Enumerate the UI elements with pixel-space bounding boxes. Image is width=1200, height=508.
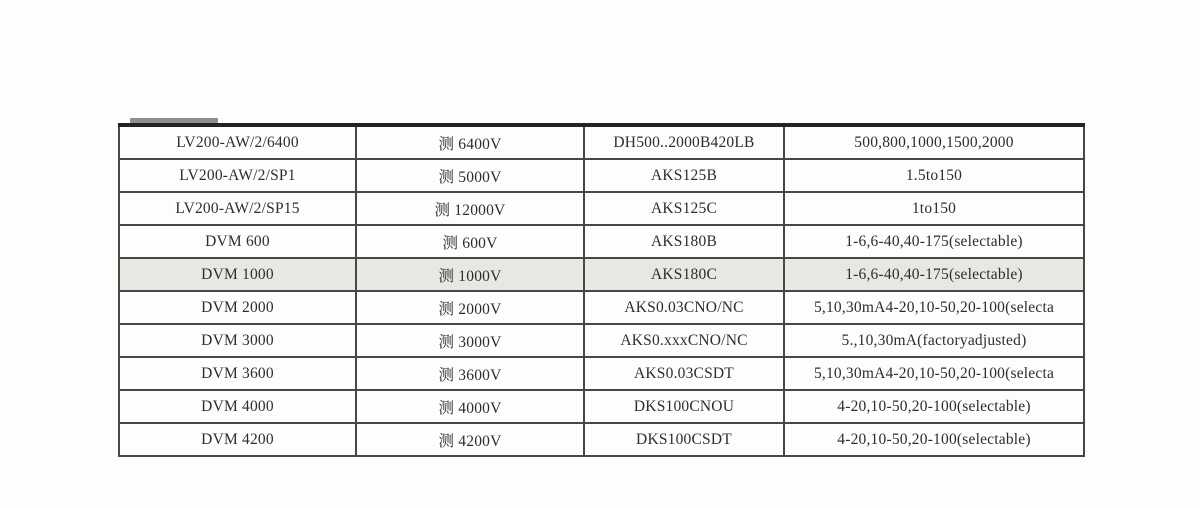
spec-table-container: [118, 123, 1085, 457]
table-row: [119, 125, 1084, 159]
model-cell: LV200-AW/2/SP15: [119, 192, 356, 225]
voltage-cell: 测 3600V: [356, 357, 584, 390]
table-row: [119, 324, 1084, 357]
range-cell: 1-6,6-40,40-175(selectable): [784, 258, 1084, 291]
part-cell: AKS180C: [584, 258, 784, 291]
part-cell: AKS0.03CNO/NC: [584, 291, 784, 324]
table-row: [119, 423, 1084, 456]
range-cell: 500,800,1000,1500,2000: [784, 125, 1084, 159]
part-cell: AKS0.03CSDT: [584, 357, 784, 390]
model-cell: DVM 4200: [119, 423, 356, 456]
part-cell: AKS125B: [584, 159, 784, 192]
table-row: [119, 159, 1084, 192]
range-cell: 5,10,30mA4-20,10-50,20-100(selecta: [784, 357, 1084, 390]
table-row: [119, 291, 1084, 324]
table-row: [119, 390, 1084, 423]
part-cell: AKS0.xxxCNO/NC: [584, 324, 784, 357]
voltage-cell: 测 5000V: [356, 159, 584, 192]
range-cell: 1-6,6-40,40-175(selectable): [784, 225, 1084, 258]
range-cell: 5.,10,30mA(factoryadjusted): [784, 324, 1084, 357]
table-row: [119, 192, 1084, 225]
voltage-cell: 测 600V: [356, 225, 584, 258]
voltage-cell: 测 1000V: [356, 258, 584, 291]
range-cell: 4-20,10-50,20-100(selectable): [784, 390, 1084, 423]
model-cell: DVM 4000: [119, 390, 356, 423]
voltage-cell: 测 4200V: [356, 423, 584, 456]
range-cell: 1to150: [784, 192, 1084, 225]
model-cell: DVM 3000: [119, 324, 356, 357]
part-cell: DKS100CSDT: [584, 423, 784, 456]
voltage-cell: 测 6400V: [356, 125, 584, 159]
range-cell: 5,10,30mA4-20,10-50,20-100(selecta: [784, 291, 1084, 324]
part-cell: AKS180B: [584, 225, 784, 258]
model-cell: LV200-AW/2/SP1: [119, 159, 356, 192]
voltage-cell: 测 2000V: [356, 291, 584, 324]
model-cell: DVM 1000: [119, 258, 356, 291]
model-cell: DVM 600: [119, 225, 356, 258]
table-row: [119, 357, 1084, 390]
table-row: [119, 225, 1084, 258]
table-row-highlighted: [119, 258, 1084, 291]
product-spec-table: [118, 123, 1085, 457]
model-cell: DVM 3600: [119, 357, 356, 390]
voltage-cell: 测 3000V: [356, 324, 584, 357]
model-cell: DVM 2000: [119, 291, 356, 324]
part-cell: DH500..2000B420LB: [584, 125, 784, 159]
part-cell: AKS125C: [584, 192, 784, 225]
model-cell: LV200-AW/2/6400: [119, 125, 356, 159]
range-cell: 4-20,10-50,20-100(selectable): [784, 423, 1084, 456]
voltage-cell: 测 12000V: [356, 192, 584, 225]
range-cell: 1.5to150: [784, 159, 1084, 192]
voltage-cell: 测 4000V: [356, 390, 584, 423]
part-cell: DKS100CNOU: [584, 390, 784, 423]
